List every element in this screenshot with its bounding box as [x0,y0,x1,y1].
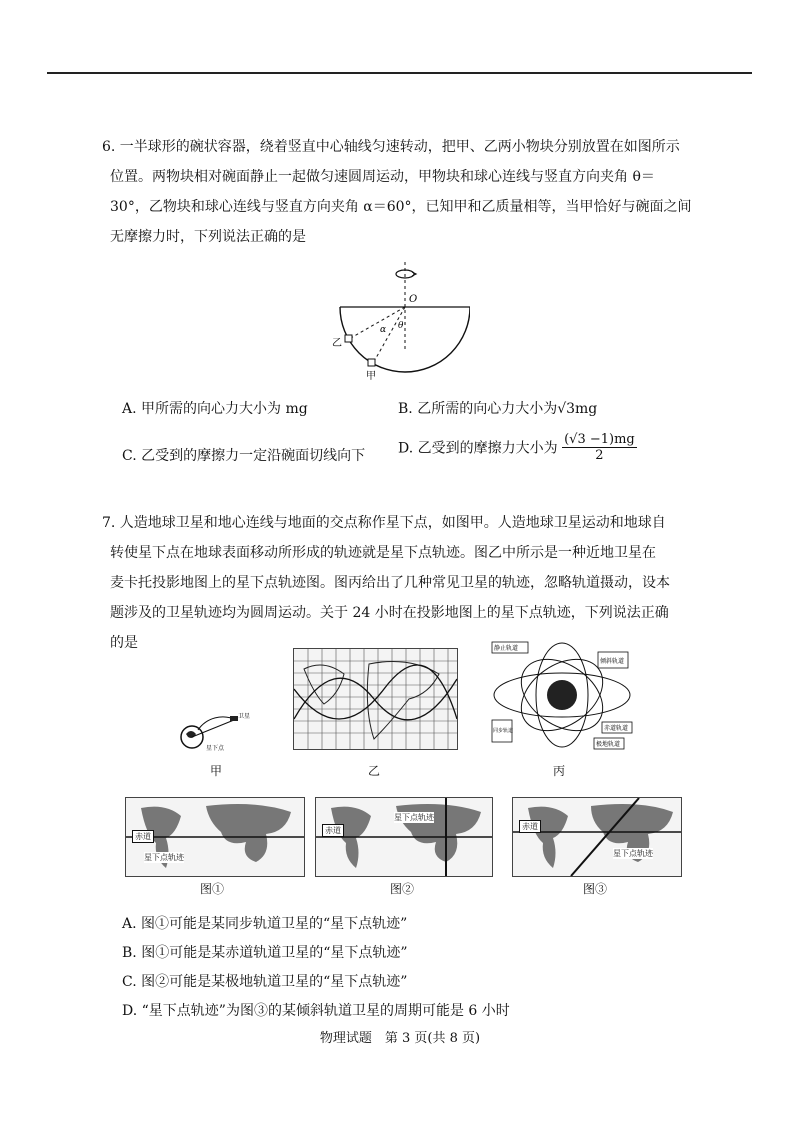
equator-label: 赤道 [132,830,154,843]
label-subpoint: 星下点 [206,745,225,752]
track-label: 星下点轨迹 [144,853,184,862]
question-6-stem [102,132,700,252]
caption-bing: 丙 [553,764,566,778]
label-geo-orbit: 静止轨道 [494,645,519,652]
caption-map-2: 图② [390,882,415,896]
equator-label: 赤道 [519,820,541,833]
q6-option-a: A. 甲所需的向心力大小为 mg [122,401,308,417]
label-sync-orbit: 同步轨道 [493,728,514,734]
q6-option-d [398,432,637,463]
q7-line: 的是 [110,635,138,651]
label-jia: 甲 [366,371,376,382]
map-figure-2 [315,797,493,877]
label-equ-orbit: 赤道轨道 [604,725,629,732]
figure-yi-map [293,648,458,750]
block-yi [345,335,352,342]
q6-line: 位置。两物块相对碗面静止一起做匀速圆周运动，甲物块和球心连线与竖直方向夹角 θ＝ [110,169,655,185]
q6-option-d-fraction [562,432,637,463]
q6-line: 无摩擦力时，下列说法正确的是 [110,229,306,245]
fraction-numerator: (√3 −1)mg [564,432,635,447]
label-O: O [409,294,418,305]
q7-option-d: D. “星下点轨迹”为图③的某倾斜轨道卫星的周期可能是 6 小时 [122,1003,510,1019]
track-label: 星下点轨迹 [613,849,653,858]
track-label: 星下点轨迹 [394,813,434,822]
label-yi: 乙 [332,338,342,349]
q6-option-d-prefix: D. 乙受到的摩擦力大小为 [398,440,558,457]
label-satellite: 卫星 [238,713,251,720]
caption-yi: 乙 [368,764,381,778]
q6-option-b: B. 乙所需的向心力大小为√3mg [398,401,598,417]
label-tilt-orbit: 倾斜轨道 [600,658,625,665]
caption-map-3: 图③ [583,882,608,896]
bowl-figure [330,262,470,382]
q7-line: 转使星下点在地球表面移动所形成的轨迹就是星下点轨迹。图乙中所示是一种近地卫星在 [110,545,656,561]
figure-jia [178,712,258,757]
header-rule [47,72,752,74]
label-polar-orbit: 极地轨道 [596,741,621,748]
q7-line: 麦卡托投影地图上的星下点轨迹图。图丙给出了几种常见卫星的轨迹，忽略轨道摄动，设本 [110,575,670,591]
equator-label: 赤道 [322,824,344,837]
earth-icon [547,680,577,710]
q7-option-b: B. 图①可能是某赤道轨道卫星的“星下点轨迹” [122,945,408,961]
q7-line: 题涉及的卫星轨迹均为圆周运动。关于 24 小时在投影地图上的星下点轨迹，下列说法正确 [110,605,669,621]
q7-option-a: A. 图①可能是某同步轨道卫星的“星下点轨迹” [122,916,408,932]
map-figure-3 [512,797,682,877]
block-jia [368,359,375,366]
q7-line: 7. 人造地球卫星和地心连线与地面的交点称作星下点，如图甲。人造地球卫星运动和地球自 [102,515,666,531]
figure-bing-orbits [490,640,635,755]
caption-jia: 甲 [210,764,223,778]
label-theta: θ [398,321,404,331]
q6-line: 30°，乙物块和球心连线与竖直方向夹角 α＝60°，已知甲和乙质量相等，当甲恰好与碗面之间 [110,199,692,215]
label-alpha: α [380,325,387,335]
question-7-stem [102,508,700,658]
page-footer: 物理试题 第 3 页(共 8 页) [319,1031,481,1046]
caption-map-1: 图① [200,882,225,896]
q6-option-c: C. 乙受到的摩擦力一定沿碗面切线向下 [122,448,366,464]
q7-option-c: C. 图②可能是某极地轨道卫星的“星下点轨迹” [122,974,408,990]
fraction-denominator: 2 [595,448,604,463]
map-figure-1 [125,797,305,877]
satellite-icon [230,716,238,721]
q6-line: 6. 一半球形的碗状容器，绕着竖直中心轴线匀速转动，把甲、乙两小物块分别放置在如图所示 [102,139,680,155]
